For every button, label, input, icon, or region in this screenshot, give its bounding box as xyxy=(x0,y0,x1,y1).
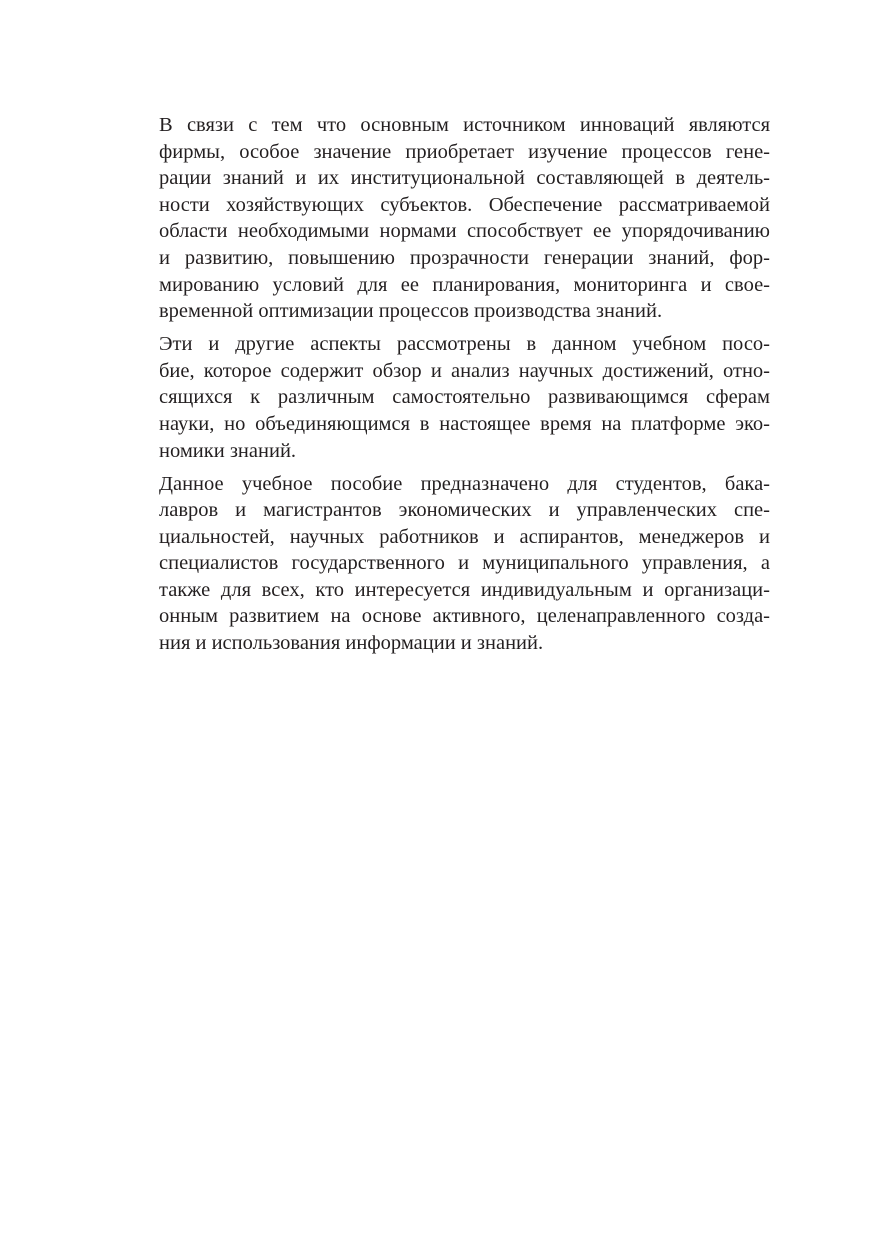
text-line: фирмы, особое значение приобретает изучение процессов гене- xyxy=(159,140,770,163)
text-line: специалистов государственного и муниципального управления, а xyxy=(159,552,770,575)
text-line: ния и использования информации и знаний. xyxy=(159,632,544,655)
paragraph-2 xyxy=(117,331,770,464)
text-line: бие, которое содержит обзор и анализ научных достижений, отно- xyxy=(159,359,770,382)
text-line: науки, но объединяющимся в настоящее время на платформе эко- xyxy=(159,412,770,435)
text-line: также для всех, кто интересуется индивидуальным и организаци- xyxy=(159,578,770,601)
text-line: номики знаний. xyxy=(159,439,297,462)
text-line: мированию условий для ее планирования, мониторинга и свое- xyxy=(159,273,770,296)
text-line: временной оптимизации процессов производства знаний. xyxy=(159,300,663,323)
text-line: сящихся к различным самостоятельно развивающимся сферам xyxy=(159,386,770,409)
text-line: лавров и магистрантов экономических и управленческих спе- xyxy=(159,499,770,522)
text-line: Эти и другие аспекты рассмотрены в данном учебном посо- xyxy=(159,333,770,356)
text-line: ности хозяйствующих субъектов. Обеспечение рассматриваемой xyxy=(159,193,770,216)
paragraph-1 xyxy=(117,112,770,325)
text-line: рации знаний и их институциональной составляющей в деятель- xyxy=(159,167,770,190)
document-page xyxy=(117,112,770,663)
text-line: онным развитием на основе активного, целенаправленного созда- xyxy=(159,605,770,628)
text-line: и развитию, повышению прозрачности генерации знаний, фор- xyxy=(159,246,770,269)
text-line: В связи с тем что основным источником инноваций являются xyxy=(159,114,770,136)
paragraph-3 xyxy=(117,471,770,657)
text-line: области необходимыми нормами способствует ее упорядочиванию xyxy=(159,220,770,243)
text-line: Данное учебное пособие предназначено для студентов, бака- xyxy=(159,472,770,495)
text-line: циальностей, научных работников и аспирантов, менеджеров и xyxy=(159,525,770,548)
